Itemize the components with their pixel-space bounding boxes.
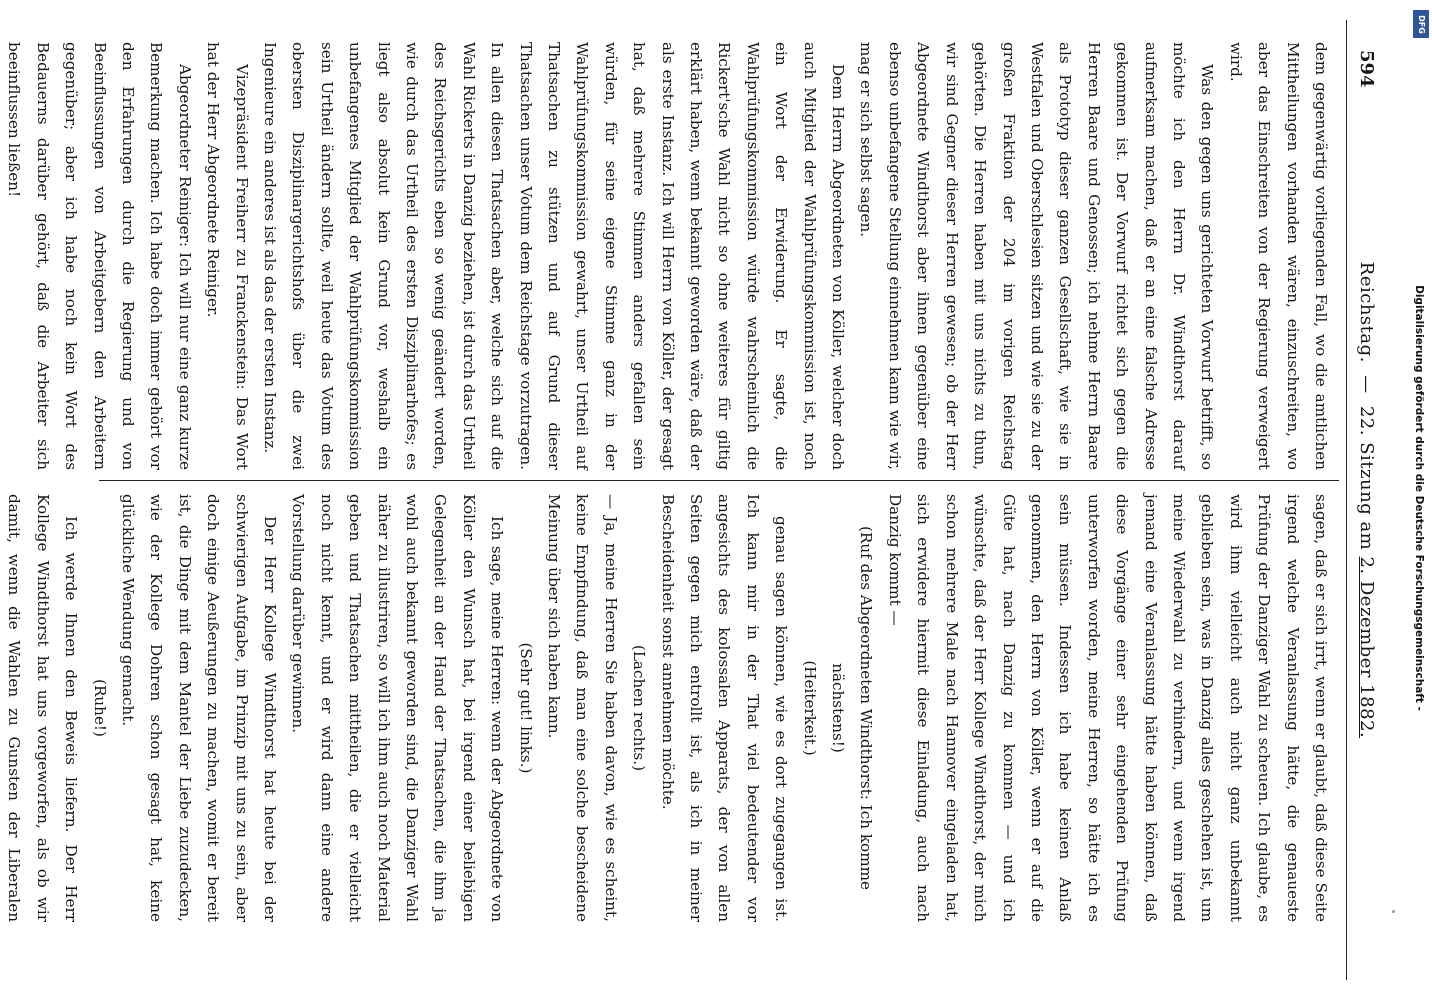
interjection: (Ruhe!) <box>90 679 109 737</box>
interjection: (Lachen rechts.) <box>630 644 649 772</box>
paragraph: Abgeordneter Reiniger: Ich will nur eine ganz kurze Bemerkung machen. Ich habe doch immer gehört vor den Erfahrungen durch die Regierung und von Beeinflussungen von Arbeitgebern den Arbeitern gegenüber; aber ich habe noch kein Wort des Bedauerns darüber gehört, daß die Arbeiter sich beeinflussen ließen! <box>5 42 194 470</box>
paragraph: Der Herr Kollege Windthorst hat heute bei der schwierigen Aufgabe, im Prinzip mit uns zu sein, aber doch einige Aeußerungen zu machen, womit er bereit ist, die Dinge mit dem Mantel der Liebe zuzudecken, wie der Kollege Dohren schon gesagt hat, keine glückliche Wendung gemacht. <box>118 494 279 922</box>
page-header <box>1346 20 1383 980</box>
digitization-note <box>1410 12 1428 988</box>
dfg-logo <box>1413 10 1429 38</box>
scan-artifact <box>1392 910 1395 913</box>
interjection: (Heiterkeit.) <box>800 660 819 756</box>
running-head-separator: — <box>1356 375 1377 394</box>
paragraph: Ich werde Ihnen den Beweis liefern. Der Herr Kollege Windthorst hat uns vorgeworfen, als ob wir damit, wenn die Wahlen zu Gunsten der Liberalen <box>5 494 81 922</box>
digitization-note-text: Digitalisierung gefördert durch die Deutsche Forschungsgemeinschaft - <box>1413 285 1425 711</box>
interjection: (Sehr gut! links.) <box>516 642 535 774</box>
running-head <box>1356 20 1377 980</box>
paragraph: genau sagen können, wie es dort zugegangen ist. Ich kann mir in der That viel bedeutender vor angesichts des kolossalen Apparats, der von allen Seiten gegen mich entrollt ist, als ich in meiner Bescheidenheit sonst annehmen möchte. <box>658 494 791 922</box>
dfg-logo-text: DFG <box>1416 14 1426 34</box>
paragraph: Was den gegen uns gerichteten Vorwurf betrifft, so möchte ich den Herrn Dr. Windthorst darauf aufmerksam machen, daß er an eine falsche Adresse gekommen ist. Der Vorwurf richtet sich gegen die Herren Baare und Genossen; ich nehme Herrn Baare als Prototyp dieser ganzen Gesellschaft, wie sie in Westfalen und Oberschlesien sitzen und wie sie zu der großen Fraktion der 204 im vorigen Reichstag gehörten. Die Herren haben mit uns nichts zu thun, wir sind Gegner dieser Herren gewesen; ob der Herr Abgeordnete Windthorst aber ihnen gegenüber eine ebenso unbefangene Stellung einnehmen kann wie wir, mag er sich selbst sagen. <box>857 42 1217 470</box>
page-number: 594 <box>1356 50 1377 88</box>
paragraph: Vizepräsident Freiherr zu Franckenstein: Das Wort hat der Herr Abgeordnete Reiniger. <box>204 42 251 470</box>
right-column <box>5 494 1335 922</box>
paragraph: — Ja, meine Herren Sie haben davon, wie es scheint, keine Empfindung, daß man eine solche bescheidene Meinung über sich haben kann. <box>545 494 620 922</box>
running-head-middle: 22. Sitzung am <box>1356 405 1377 551</box>
paragraph: Ich sage, meine Herren: wenn der Abgeordnete von Köller den Wunsch hat, bei irgend einer beliebigen Gelegenheit an der Hand der Thatsachen, die ihm ja wohl auch bekannt geworden sind, die Danziger Wahl näher zu illustriren, so will ich ihm auch noch Material geben und Thatsachen mittheilen, die er vielleicht noch nicht kennt, und er wird dann eine andere Vorstellung darüber gewinnen. <box>289 494 507 922</box>
paragraph: sagen, daß er sich irrt, wenn er glaubt, daß diese Seite irgend welche Veranlassung hätte, die genaueste Prüfung der Danziger Wahl zu scheuen. Ich glaube, es wird ihm vielleicht auch nicht ganz unbekannt geblieben sein, was in Danzig alles geschehen ist, um meine Wiederwahl zu verhindern, und wenn irgend jemand eine Veranlassung hätte haben können, daß diese Vorgänge einer sehr eingehenden Prüfung unterworfen worden, meine Herren, so hätte ich es sein müssen. Indessen ich habe keinen Anlaß genommen, den Herrn von Köller, wenn er auf die Güte hat, nach Danzig zu kommen — und ich wünschte, daß der Herr Kollege Windthorst, der mich schon mehrere Male nach Hannover eingeladen hat, sich erwidere hiermit diese Einladung, auch nach Danzig kommt — <box>885 494 1330 922</box>
paragraph: Dem Herrn Abgeordneten von Köller, welcher doch auch Mitglied der Wahlprüfungskommission ist, noch ein Wort der Erwiderung. Er sagte, die Wahlprüfungskommission würde wahrscheinlich die Rickert'sche Wahl nicht so ohne weiteres für giltig erklärt haben, wenn bekannt geworden wäre, daß der als erste Instanz. Ich will Herrn von Köller, der gesagt hat, daß mehrere Stimmen anders gefallen sein würden, für seine eigene Stimme ganz in der Wahlprüfungskommission gewahrt, unser Urtheil auf Thatsachen zu stützen und auf Grund dieser Thatsachen unser Votum dem Reichstage vorzutragen. In allen diesen Thatsachen aber, welche sich auf die Wahl Rickerts in Danzig beziehen, ist durch das Urtheil des Reichsgerichts eben so wenig geändert worden, wie durch das Urtheil des ersten Disziplinarhofes; es liegt also absolut kein Grund vor, weshalb ein unbefangenes Mitglied der Wahlprüfungskommission sein Urtheil ändern sollte, weil heute das Votum des obersten Disziplinargerichtshofs über die zwei Ingenieure ein anderes ist als das der ersten Instanz. <box>260 42 848 470</box>
interjection: (Ruf des Abgeordneten Windthorst: Ich komme nächstens!) <box>829 525 876 890</box>
rotated-page <box>5 20 1401 980</box>
running-head-date: 2. Dezember 1882. <box>1356 556 1377 739</box>
left-column <box>5 42 1335 470</box>
paragraph: dem gegenwärtig vorliegenden Fall, wo die amtlichen Mittheilungen vorhanden wären, einzuschreiten, wo aber das Einschreiten von der Regierung verweigert wird. <box>1226 42 1330 470</box>
column-divider <box>99 480 1339 481</box>
running-head-left: Reichstag. <box>1356 261 1377 363</box>
